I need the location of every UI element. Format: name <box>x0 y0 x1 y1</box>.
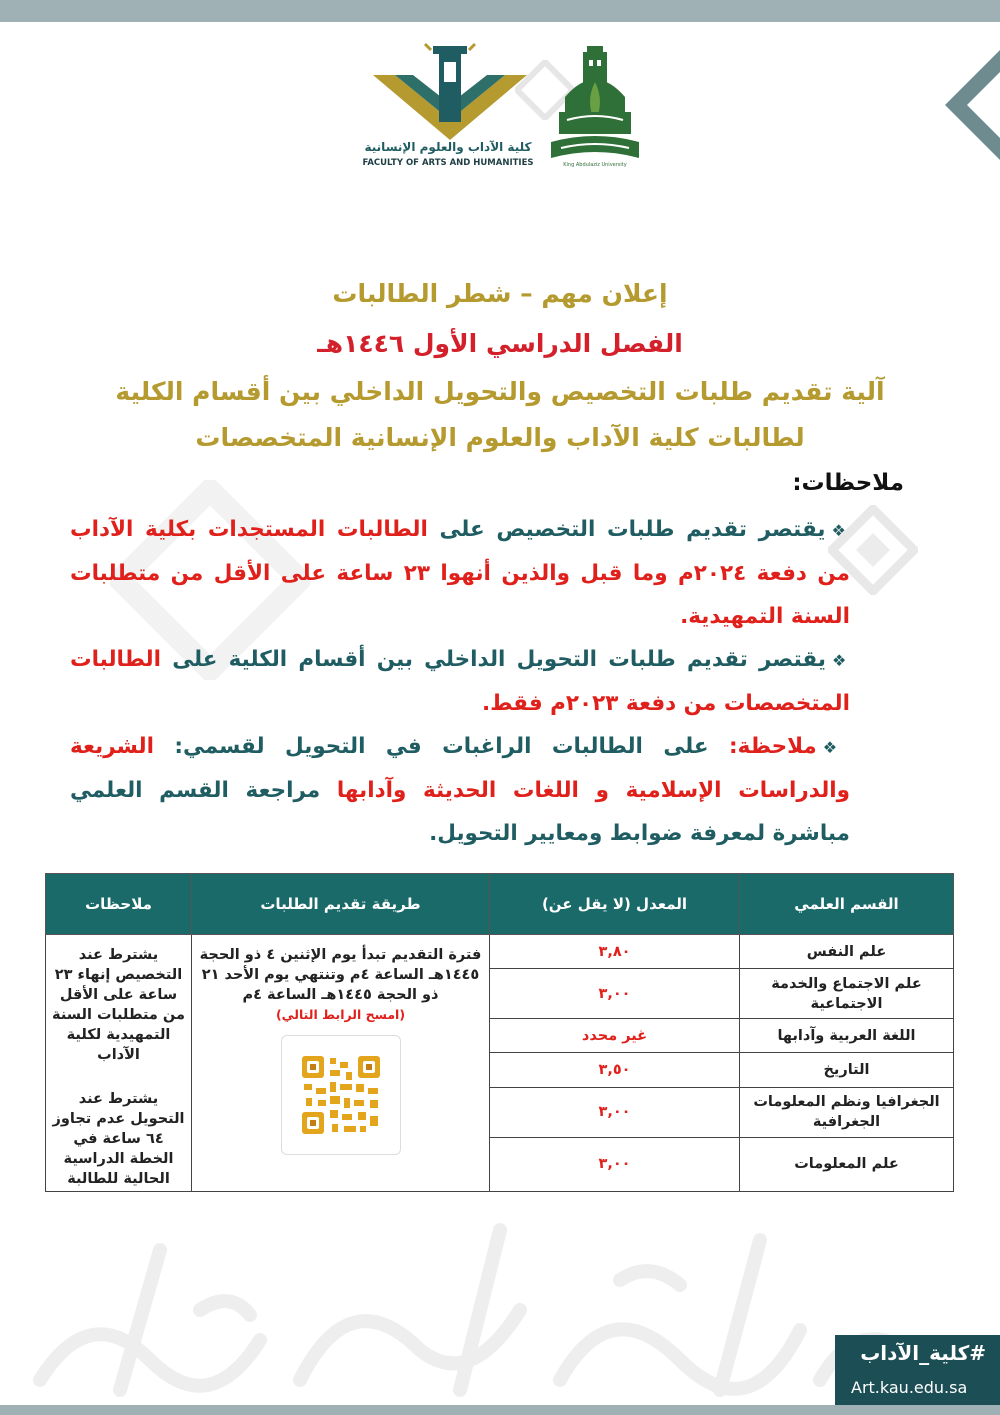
note-highlight: الطالبات المستجدات بكلية الآداب من دفعة ٢٠٢٤م وما قبل والذين أنهوا ٢٣ ساعة على الأقل من متطلبات السنة التمهيدية. <box>70 517 850 629</box>
header-method: طريقة تقديم الطلبات <box>192 874 490 935</box>
bottom-bar <box>0 1405 1000 1415</box>
note-label: ملاحظة: <box>708 734 817 759</box>
announcement-headings <box>60 272 940 462</box>
note-text: يقتصر تقديم طلبات التخصيص على <box>427 517 826 542</box>
university-name-en: King Abdulaziz University <box>563 162 627 168</box>
avg-cell: ٣,٨٠ <box>490 935 740 969</box>
remarks-specialization: يشترط عند التخصيص إنهاء ٢٣ ساعة على الأقل من متطلبات السنة التمهيدية لكلية الآداب <box>52 947 185 1063</box>
note-highlight: الطالبات المتخصصات من دفعة ٢٠٢٣م فقط. <box>70 647 850 716</box>
diamond-bullet-icon: ❖ <box>831 651 851 670</box>
remarks-cell <box>46 935 192 1192</box>
chevron-decoration-icon <box>930 30 1000 180</box>
header-average: المعدل (لا يقل عن) <box>490 874 740 935</box>
dept-cell: الجغرافيا ونظم المعلومات الجغرافية <box>740 1087 954 1137</box>
university-logo-icon <box>545 42 645 170</box>
header-department: القسم العلمي <box>740 874 954 935</box>
notes-title: ملاحظات: <box>792 470 904 496</box>
qr-code[interactable] <box>281 1035 401 1155</box>
note-text: مراجعة القسم العلمي مباشرة لمعرفة ضوابط ومعايير التحويل. <box>70 778 850 846</box>
table-header-row <box>46 874 954 935</box>
scan-instruction: (امسح الرابط التالي) <box>275 1007 406 1022</box>
footer-url[interactable]: Art.kau.edu.sa <box>851 1378 968 1397</box>
diamond-bullet-icon: ❖ <box>831 521 850 540</box>
dept-cell: علم النفس <box>740 935 954 969</box>
heading-line-4: لطالبات كلية الآداب والعلوم الإنسانية المتخصصات <box>195 423 805 452</box>
remarks-transfer: يشترط عند التحويل عدم تجاوز ٦٤ ساعة في الخطة الدراسية الحالية للطالبة <box>52 1091 185 1187</box>
avg-cell: ٣,٠٠ <box>490 1137 740 1191</box>
avg-cell: ٣,٥٠ <box>490 1053 740 1087</box>
logos-header <box>340 40 670 180</box>
note-highlight: الشريعة والدراسات الإسلامية و اللغات الحديثة وآدابها <box>70 734 850 803</box>
avg-cell: ٣,٠٠ <box>490 1087 740 1137</box>
note-text: على الطالبات الراغبات في التحويل لقسمي: <box>153 734 709 759</box>
dept-cell: اللغة العربية وآدابها <box>740 1019 954 1053</box>
diamond-bullet-icon: ❖ <box>822 738 851 757</box>
avg-cell: غير محدد <box>490 1019 740 1053</box>
top-bar <box>0 0 1000 22</box>
note-item-1 <box>70 508 850 638</box>
note-item-3 <box>70 725 850 855</box>
departments-table <box>45 873 953 1189</box>
qr-code-icon <box>300 1054 382 1136</box>
heading-line-3: آلية تقديم طلبات التخصيص والتحويل الداخلي بين أقسام الكلية <box>115 377 885 406</box>
method-text: فترة التقديم تبدأ يوم الإثنين ٤ ذو الحجة ١٤٤٥هـ الساعة ٤م وتنتهي يوم الأحد ٢١ ذو الحجة ١٤٤٥هـ الساعة ٤م <box>199 947 482 1003</box>
header-remarks: ملاحظات <box>46 874 192 935</box>
dept-cell: علم الاجتماع والخدمة الاجتماعية <box>740 969 954 1019</box>
dept-cell: علم المعلومات <box>740 1137 954 1191</box>
table-row <box>46 935 954 969</box>
avg-cell: ٣,٠٠ <box>490 969 740 1019</box>
faculty-name-en: FACULTY OF ARTS AND HUMANITIES <box>362 158 534 168</box>
dept-cell: التاريخ <box>740 1053 954 1087</box>
footer-hashtag: #كلية_الآداب <box>860 1341 986 1365</box>
heading-line-2: الفصل الدراسي الأول ١٤٤٦هـ <box>317 329 683 358</box>
faculty-name-ar: كلية الآداب والعلوم الإنسانية <box>364 140 532 154</box>
footer-badge <box>835 1335 1000 1405</box>
heading-line-1: إعلان مهم – شطر الطالبات <box>332 279 668 308</box>
note-item-2 <box>70 638 850 725</box>
notes-list <box>70 508 850 855</box>
faculty-logo-icon <box>365 40 535 150</box>
method-cell <box>192 935 490 1192</box>
note-text: يقتصر تقديم طلبات التحويل الداخلي بين أقسام الكلية على <box>161 647 826 672</box>
